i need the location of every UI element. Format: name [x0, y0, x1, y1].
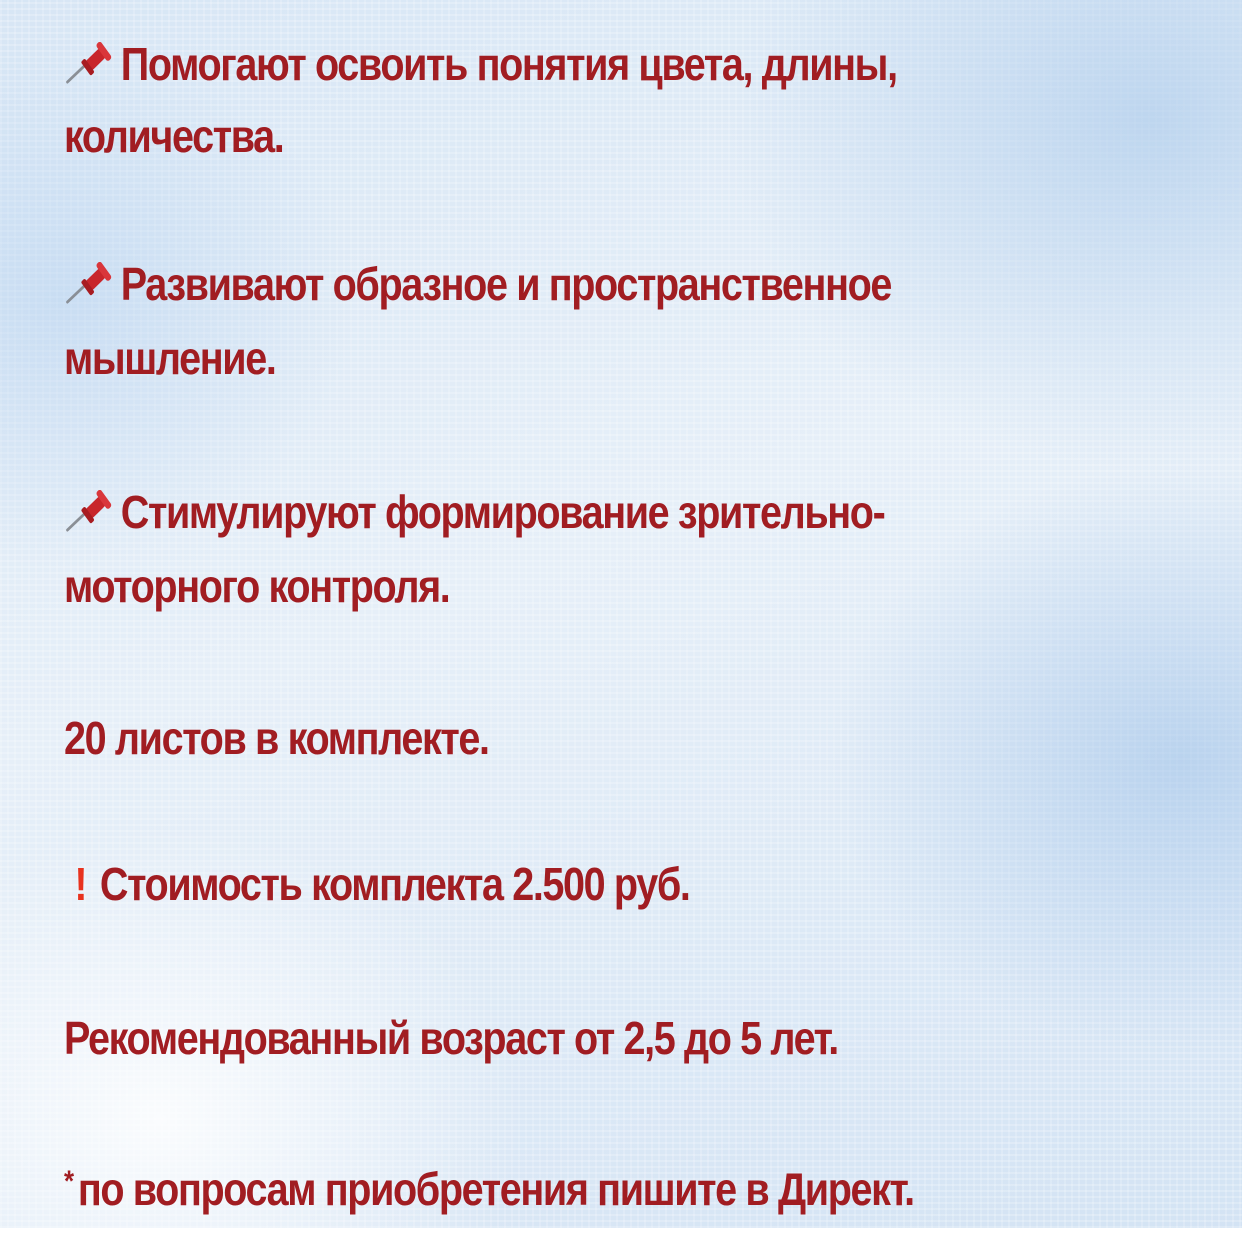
benefit-3-text-line-2: моторного контроля. — [64, 560, 450, 612]
sheets-count-note: 20 листов в комплекте. — [64, 712, 489, 764]
contact-text: по вопросам приобретения пишите в Директ. — [77, 1163, 914, 1215]
exclamation-icon: ! — [74, 858, 87, 910]
price-text: Стоимость комплекта 2.500 руб. — [99, 858, 690, 910]
benefit-2-text-line-2: мышление. — [64, 332, 276, 384]
pushpin-icon — [64, 490, 116, 534]
benefit-3-text-line-1: Стимулируют формирование зрительно- — [120, 486, 885, 538]
bottom-edge-strip — [0, 1228, 1242, 1234]
benefit-2-line-1 — [64, 256, 891, 312]
pushpin-icon — [64, 262, 116, 306]
asterisk-mark: * — [64, 1165, 73, 1198]
contact-note — [64, 1154, 914, 1217]
age-recommendation: Рекомендованный возраст от 2,5 до 5 лет. — [64, 1012, 838, 1064]
benefit-2-text-line-1: Развивают образное и пространственное — [120, 258, 892, 310]
pushpin-icon — [64, 42, 116, 86]
price-line — [64, 856, 690, 912]
benefit-1-text-line-2: количества. — [64, 110, 284, 162]
benefit-1-line-1 — [64, 36, 897, 92]
benefit-1-text-line-1: Помогают освоить понятия цвета, длины, — [120, 38, 897, 90]
benefit-3-line-1 — [64, 484, 884, 540]
